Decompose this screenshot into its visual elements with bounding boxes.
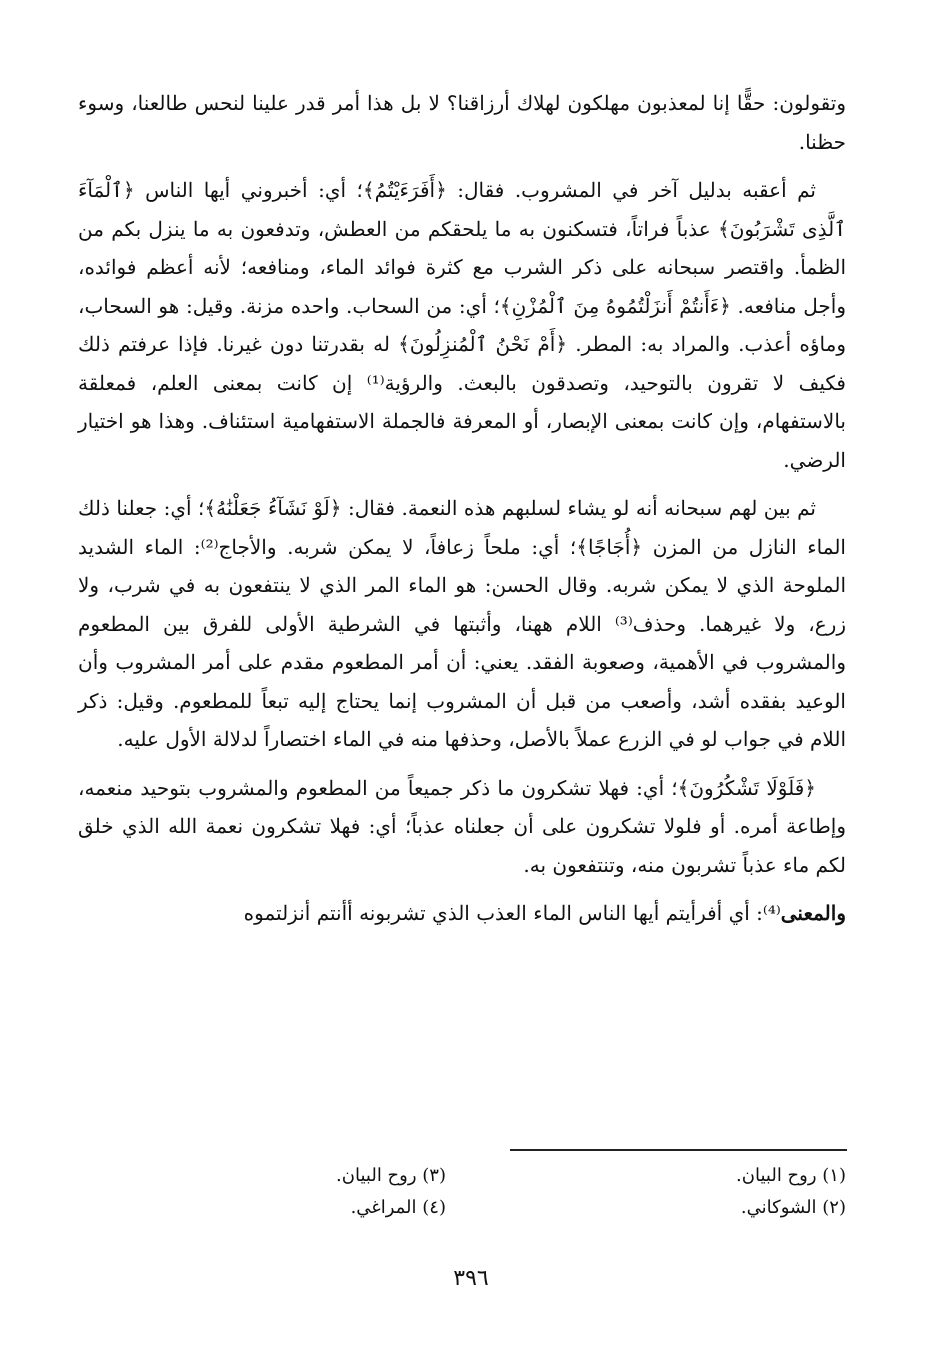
footnotes-left-column	[146, 1160, 446, 1224]
paragraph-1: وتقولون: حقًّا إنا لمعذبون مهلكون لهلاك أرزاقنا؟ لا بل هذا أمر قدر علينا لنحس طالعنا، وسوء حظنا.	[78, 91, 846, 154]
paragraph-2: ثم أعقبه بدليل آخر في المشروب. فقال: ﴿أَفَرَءَيْتُمُ﴾؛ أي: أخبروني أيها الناس ﴿ٱلْمَآءَ ٱلَّذِى تَشْرَبُونَ﴾ عذباً فراتاً، فتسكنون به ما يلحقكم من العطش، وتدفعون به ما ينزل بكم من الظمأ. واقتصر سبحانه على ذكر الشرب مع كثرة فوائد الماء، ومنافعه؛ لأنه أعظم فوائده، وأجل منافعه. ﴿ءَأَنتُمْ أَنزَلْتُمُوهُ مِنَ ٱلْمُزْنِ﴾؛ أي: من السحاب. واحده مزنة. وقيل: هو السحاب، وماؤه أعذب. والمراد به: المطر. ﴿أَمْ نَحْنُ ٱلْمُنزِلُونَ﴾ له بقدرتنا دون غيرنا. فإذا عرفتم ذلك فكيف لا تقرون بالتوحيد، وتصدقون بالبعث. والرؤية⁽¹⁾ إن كانت بمعنى العلم، فمعلقة بالاستفهام، وإن كانت بمعنى الإبصار، أو المعرفة فالجملة الاستفهامية استئناف. وهذا هو اختيار الرضي.	[78, 178, 846, 472]
footnotes-right-column	[546, 1160, 846, 1224]
paragraph-3: ثم بين لهم سبحانه أنه لو يشاء لسلبهم هذه النعمة. فقال: ﴿لَوْ نَشَآءُ جَعَلْنَٰهُ﴾؛ أي: جعلنا ذلك الماء النازل من المزن ﴿أُجَاجًا﴾؛ أي: ملحاً زعافاً، لا يمكن شربه. والأجاج⁽²⁾: الماء الشديد الملوحة الذي لا يمكن شربه. وقال الحسن: هو الماء المر الذي لا ينتفعون به في شرب، ولا زرع، ولا غيرهما. وحذف⁽³⁾ اللام ههنا، وأثبتها في الشرطية الأولى للفرق بين المطعوم والمشروب في الأهمية، وصعوبة الفقد. يعني: أن أمر المطعوم مقدم على أمر المشروب وأن الوعيد بفقده أشد، وأصعب من قبل أن المشروب إنما يحتاج إليه تبعاً للمطعوم. وقيل: ذكر اللام في جواب لو في الزرع عملاً بالأصل، وحذفها منه في الماء اختصاراً لدلالة الأول عليه.	[78, 496, 846, 751]
paragraph-5	[78, 894, 846, 933]
footnote-divider	[510, 1149, 847, 1151]
page-number: ٣٩٦	[453, 1266, 489, 1291]
meaning-label: والمعنى	[780, 901, 846, 925]
footnote-4: (٤) المراغي.	[350, 1197, 446, 1218]
paragraph-4: ﴿فَلَوْلَا تَشْكُرُونَ﴾؛ أي: فهلا تشكرون ما ذكر جميعاً من المطعوم والمشروب بتوحيد منعمه، وإطاعة أمره. أو فلولا تشكرون على أن جعلناه عذباً؛ أي: فهلا تشكرون نعمة الله الذي خلق لكم ماء عذباً تشربون منه، وتنتفعون به.	[78, 775, 846, 877]
main-text	[78, 84, 846, 933]
footnote-2: (٢) الشوكاني.	[740, 1197, 846, 1218]
footnotes	[80, 1160, 846, 1240]
footnote-3: (٣) روح البيان.	[336, 1165, 446, 1186]
paragraph-5-text: ⁽⁴⁾: أي أفرأيتم أيها الناس الماء العذب الذي تشربونه أأنتم أنزلتموه	[243, 901, 781, 925]
footnote-1: (١) روح البيان.	[736, 1165, 846, 1186]
